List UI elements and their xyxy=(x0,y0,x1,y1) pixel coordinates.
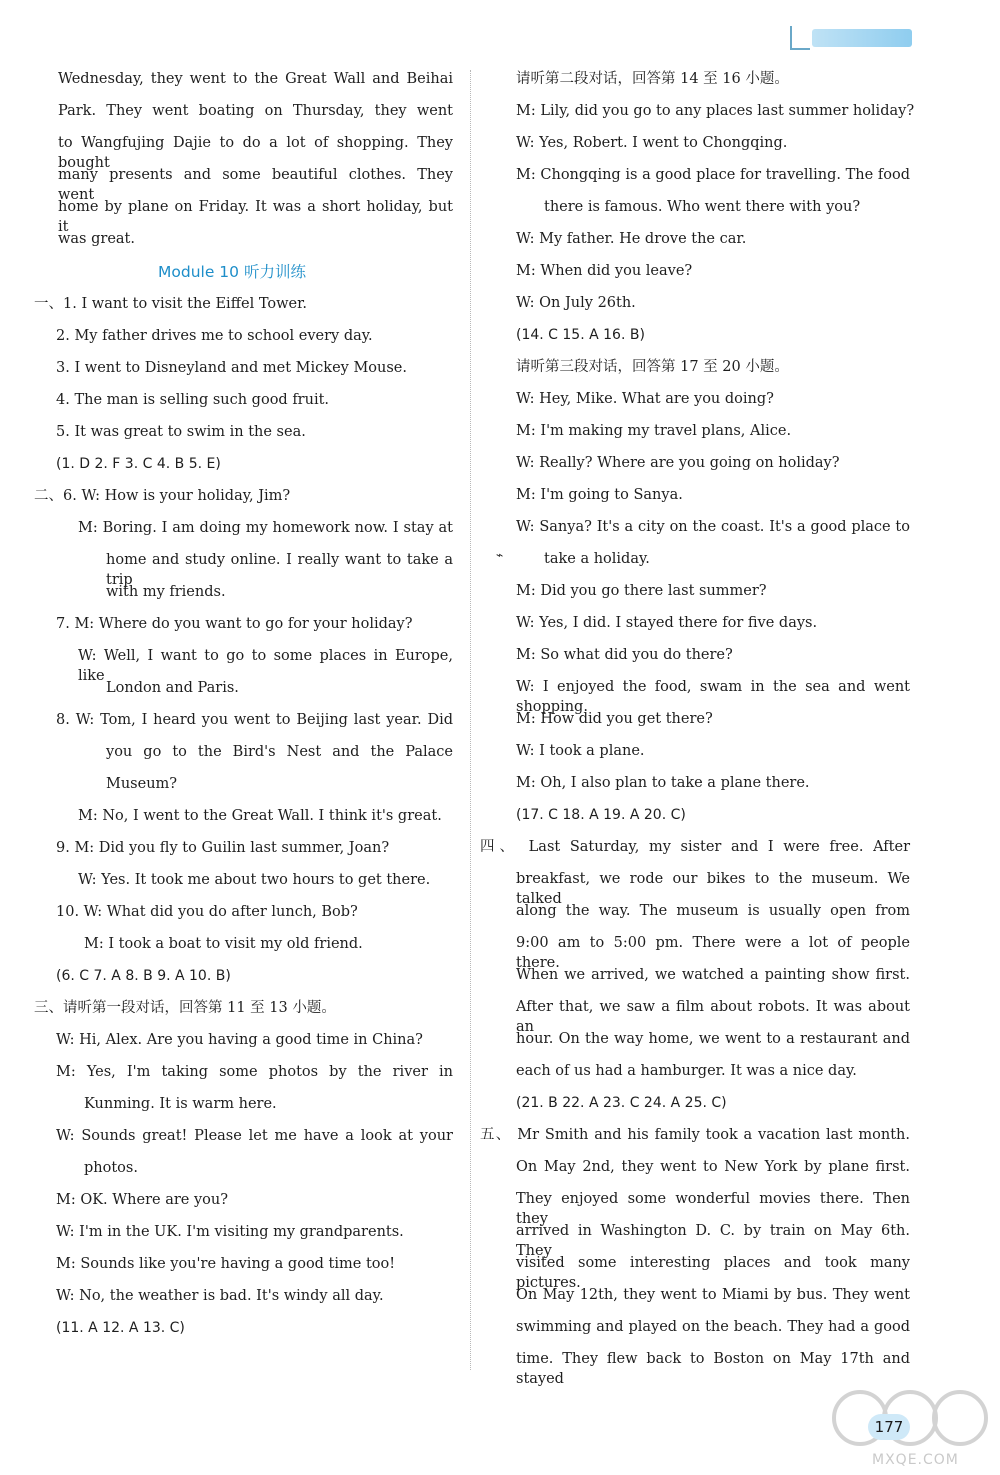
text-line: W: My father. He drove the car. xyxy=(516,231,747,247)
text-line: M: How did you get there? xyxy=(516,711,713,727)
answer-key-line: (14. C 15. A 16. B) xyxy=(516,327,645,343)
header-tick-icon xyxy=(790,26,810,50)
text-line: 8. W: Tom, I heard you went to Beijing last year. Did xyxy=(56,712,453,728)
text-line: W: Sounds great! Please let me have a look at your xyxy=(56,1128,453,1144)
answer-key-line: (21. B 22. A 23. C 24. A 25. C) xyxy=(516,1095,727,1111)
text-line: there is famous. Who went there with you? xyxy=(544,199,861,215)
text-line: swimming and played on the beach. They had a good xyxy=(516,1319,910,1335)
text-line: M: OK. Where are you? xyxy=(56,1192,229,1208)
text-line: M: No, I went to the Great Wall. I think it's great. xyxy=(78,808,442,824)
answer-key-line: (11. A 12. A 13. C) xyxy=(56,1320,185,1336)
text-line: M: So what did you do there? xyxy=(516,647,733,663)
text-line: W: I enjoyed the food, swam in the sea and went shopping. xyxy=(516,679,910,715)
text-line: M: I took a boat to visit my old friend. xyxy=(84,936,363,952)
text-line: photos. xyxy=(84,1160,138,1176)
text-line: visited some interesting places and took many pictures. xyxy=(516,1255,910,1291)
text-line: 五、 Mr Smith and his family took a vacation last month. xyxy=(480,1127,910,1143)
text-line: W: I took a plane. xyxy=(516,743,645,759)
text-line: arrived in Washington D. C. by train on May 6th. They xyxy=(516,1223,910,1259)
text-line: M: Yes, I'm taking some photos by the river in xyxy=(56,1064,453,1080)
text-line: W: Really? Where are you going on holiday? xyxy=(516,455,840,471)
text-line: 7. M: Where do you want to go for your holiday? xyxy=(56,616,413,632)
text-line: W: I'm in the UK. I'm visiting my grandparents. xyxy=(56,1224,404,1240)
text-line: W: Hi, Alex. Are you having a good time in China? xyxy=(56,1032,423,1048)
text-line: M: When did you leave? xyxy=(516,263,693,279)
text-line: After that, we saw a film about robots. It was about an xyxy=(516,999,910,1035)
text-line: W: Hey, Mike. What are you doing? xyxy=(516,391,774,407)
text-line: Wednesday, they went to the Great Wall and Beihai xyxy=(58,71,453,87)
answer-key-line: (6. C 7. A 8. B 9. A 10. B) xyxy=(56,968,231,984)
text-line: 5. It was great to swim in the sea. xyxy=(56,424,306,440)
header-bar xyxy=(812,29,912,47)
text-line: home by plane on Friday. It was a short holiday, but it xyxy=(58,199,453,235)
text-line: breakfast, we rode our bikes to the museum. We talked xyxy=(516,871,910,907)
text-line: M: Chongqing is a good place for travelling. The food xyxy=(516,167,910,183)
text-line: W: Yes, I did. I stayed there for five days. xyxy=(516,615,818,631)
text-line: London and Paris. xyxy=(106,680,239,696)
text-line: 9. M: Did you fly to Guilin last summer, Joan? xyxy=(56,840,390,856)
text-line: 三、请听第一段对话，回答第 11 至 13 小题。 xyxy=(34,1000,336,1016)
margin-mark-icon: ⌁ xyxy=(496,548,504,562)
text-line: along the way. The museum is usually open from xyxy=(516,903,910,919)
text-line: 4. The man is selling such good fruit. xyxy=(56,392,330,408)
text-line: 二、6. W: How is your holiday, Jim? xyxy=(34,488,291,504)
text-line: M: Boring. I am doing my homework now. I stay at xyxy=(78,520,453,536)
text-line: M: Sounds like you're having a good time too! xyxy=(56,1256,396,1272)
answer-key-line: (1. D 2. F 3. C 4. B 5. E) xyxy=(56,456,221,472)
text-line: 一、1. I want to visit the Eiffel Tower. xyxy=(34,296,308,312)
text-line: 10. W: What did you do after lunch, Bob? xyxy=(56,904,358,920)
text-line: 3. I went to Disneyland and met Mickey Mouse. xyxy=(56,360,408,376)
text-line: 9:00 am to 5:00 pm. There were a lot of people there. xyxy=(516,935,910,971)
text-line: M: Lily, did you go to any places last summer holiday? xyxy=(516,103,915,119)
page-number: 177 xyxy=(868,1414,910,1440)
text-line: with my friends. xyxy=(106,584,226,600)
text-line: to Wangfujing Dajie to do a lot of shopping. They bought xyxy=(58,135,453,171)
text-line: When we arrived, we watched a painting show first. xyxy=(516,967,910,983)
answer-key-line: (17. C 18. A 19. A 20. C) xyxy=(516,807,686,823)
text-line: 请听第三段对话，回答第 17 至 20 小题。 xyxy=(516,359,789,375)
text-line: M: I'm going to Sanya. xyxy=(516,487,683,503)
text-line: W: No, the weather is bad. It's windy all day. xyxy=(56,1288,384,1304)
watermark-text: MXQE.COM xyxy=(872,1452,959,1468)
text-line: many presents and some beautiful clothes. They went xyxy=(58,167,453,203)
text-line: you go to the Bird's Nest and the Palace xyxy=(106,744,453,760)
text-line: W: On July 26th. xyxy=(516,295,636,311)
text-line: home and study online. I really want to take a trip xyxy=(106,552,453,588)
text-line: Kunming. It is warm here. xyxy=(84,1096,277,1112)
text-line: Park. They went boating on Thursday, they went xyxy=(58,103,453,119)
text-line: Museum? xyxy=(106,776,178,792)
text-line: On May 12th, they went to Miami by bus. They went xyxy=(516,1287,910,1303)
section-heading: Module 10 听力训练 xyxy=(158,263,306,281)
text-line: hour. On the way home, we went to a restaurant and xyxy=(516,1031,910,1047)
header-decoration xyxy=(790,24,915,54)
text-line: W: Yes, Robert. I went to Chongqing. xyxy=(516,135,788,151)
text-line: time. They flew back to Boston on May 17th and stayed xyxy=(516,1351,910,1387)
text-line: each of us had a hamburger. It was a nice day. xyxy=(516,1063,857,1079)
text-line: W: Yes. It took me about two hours to get there. xyxy=(78,872,431,888)
text-line: 请听第二段对话，回答第 14 至 16 小题。 xyxy=(516,71,789,87)
text-line: W: Well, I want to go to some places in Europe, like xyxy=(78,648,453,684)
text-line: M: Oh, I also plan to take a plane there. xyxy=(516,775,810,791)
text-line: W: Sanya? It's a city on the coast. It's a good place to xyxy=(516,519,910,535)
text-line: 四、 Last Saturday, my sister and I were free. After xyxy=(480,839,910,855)
text-line: take a holiday. xyxy=(544,551,650,567)
text-line: M: Did you go there last summer? xyxy=(516,583,767,599)
column-divider xyxy=(470,70,471,1370)
text-line: On May 2nd, they went to New York by plane first. xyxy=(516,1159,910,1175)
text-line: 2. My father drives me to school every day. xyxy=(56,328,373,344)
text-line: They enjoyed some wonderful movies there. Then they xyxy=(516,1191,910,1227)
text-line: M: I'm making my travel plans, Alice. xyxy=(516,423,792,439)
text-line: was great. xyxy=(58,231,135,247)
